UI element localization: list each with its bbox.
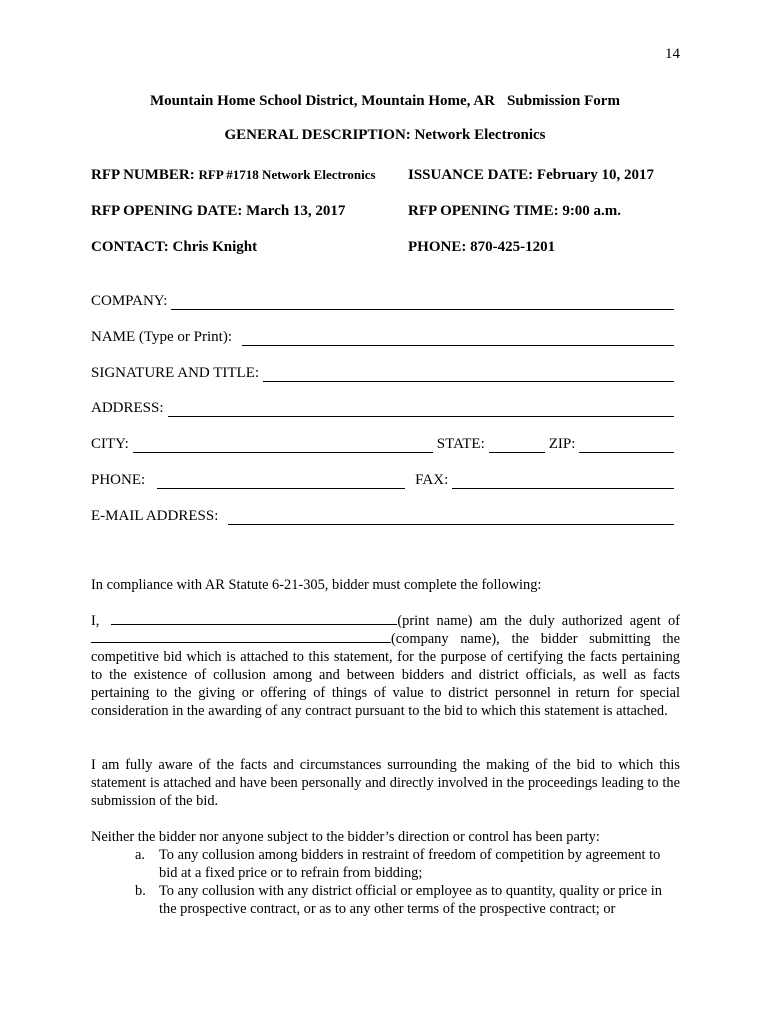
city-state-zip-row <box>91 433 674 453</box>
contact: CONTACT: Chris Knight <box>91 239 258 255</box>
list-item-text: To any collusion among bidders in restraint of freedom of competition by agreement to bid at a fixed price or to refrain from bidding; <box>159 847 661 881</box>
rfp-number <box>91 167 376 184</box>
title-district: Mountain Home School District, Mountain Home, AR <box>150 93 496 109</box>
address-input[interactable] <box>168 402 674 417</box>
list-item <box>91 882 680 918</box>
certification-paragraph <box>91 612 680 720</box>
address-field <box>91 397 674 417</box>
cert-i: I, <box>91 613 100 629</box>
state-input[interactable] <box>489 438 545 453</box>
address-label: ADDRESS: <box>91 400 164 416</box>
rfp-opening-time: RFP OPENING TIME: 9:00 a.m. <box>408 203 622 219</box>
zip-input[interactable] <box>579 438 674 453</box>
cert-body: competitive bid which is attached to this statement, for the purpose of certifying the facts pertaining to the existence of collusion among and between bidders and district officials, as well as facts pertaining to the giving or offering of things of value to district personnel in return for special consideration in the awarding of any contract pursuant to the bid to which this statement is attached. <box>91 649 680 719</box>
email-field <box>91 505 674 525</box>
company-field <box>91 290 674 310</box>
company-label: COMPANY: <box>91 293 168 309</box>
general-description: GENERAL DESCRIPTION: Network Electronics <box>224 127 546 143</box>
rfp-opening-date: RFP OPENING DATE: March 13, 2017 <box>91 203 346 219</box>
signature-field <box>91 362 674 382</box>
cert-company-text: (company name), the bidder submitting the <box>391 631 680 647</box>
phone-fax-row <box>91 469 674 489</box>
list-marker: a. <box>135 847 145 863</box>
phone-label: PHONE: <box>91 472 146 488</box>
cert-print-name-text: (print name) am the duly authorized agent of <box>397 613 680 629</box>
collusion-list <box>91 846 680 918</box>
party-paragraph: Neither the bidder nor anyone subject to the bidder’s direction or control has been party: <box>91 829 600 845</box>
name-input[interactable] <box>242 331 674 346</box>
list-marker: b. <box>135 883 146 899</box>
page-number: 14 <box>665 46 680 62</box>
compliance-intro: In compliance with AR Statute 6-21-305, bidder must complete the following: <box>91 577 542 593</box>
name-label: NAME (Type or Print): <box>91 329 233 345</box>
zip-label: ZIP: <box>548 436 576 452</box>
rfp-number-value: RFP #1718 Network Electronics <box>198 167 376 182</box>
email-label: E-MAIL ADDRESS: <box>91 508 219 524</box>
document-title <box>0 93 770 110</box>
rfp-number-label: RFP NUMBER: <box>91 167 195 183</box>
name-field <box>91 326 674 346</box>
title-form: Submission Form <box>507 93 620 109</box>
city-label: CITY: <box>91 436 129 452</box>
print-name-input[interactable] <box>111 612 397 625</box>
awareness-paragraph: I am fully aware of the facts and circumstances surrounding the making of the bid to which this statement is attached and have been personally and directly involved in the proceedings leading to the submission of the bid. <box>91 757 680 809</box>
contact-phone: PHONE: 870-425-1201 <box>408 239 556 255</box>
signature-label: SIGNATURE AND TITLE: <box>91 365 260 381</box>
list-item-text: To any collusion with any district official or employee as to quantity, quality or price in the prospective contract, or as to any other terms of the prospective contract; or <box>159 883 662 917</box>
fax-input[interactable] <box>452 474 674 489</box>
company-name-input[interactable] <box>91 630 391 643</box>
phone-input[interactable] <box>157 474 405 489</box>
city-input[interactable] <box>133 438 433 453</box>
list-item <box>91 846 680 882</box>
company-input[interactable] <box>171 295 674 310</box>
state-label: STATE: <box>436 436 485 452</box>
issuance-date: ISSUANCE DATE: February 10, 2017 <box>408 167 654 183</box>
signature-input[interactable] <box>263 367 674 382</box>
email-input[interactable] <box>228 510 674 525</box>
fax-label: FAX: <box>415 472 449 488</box>
